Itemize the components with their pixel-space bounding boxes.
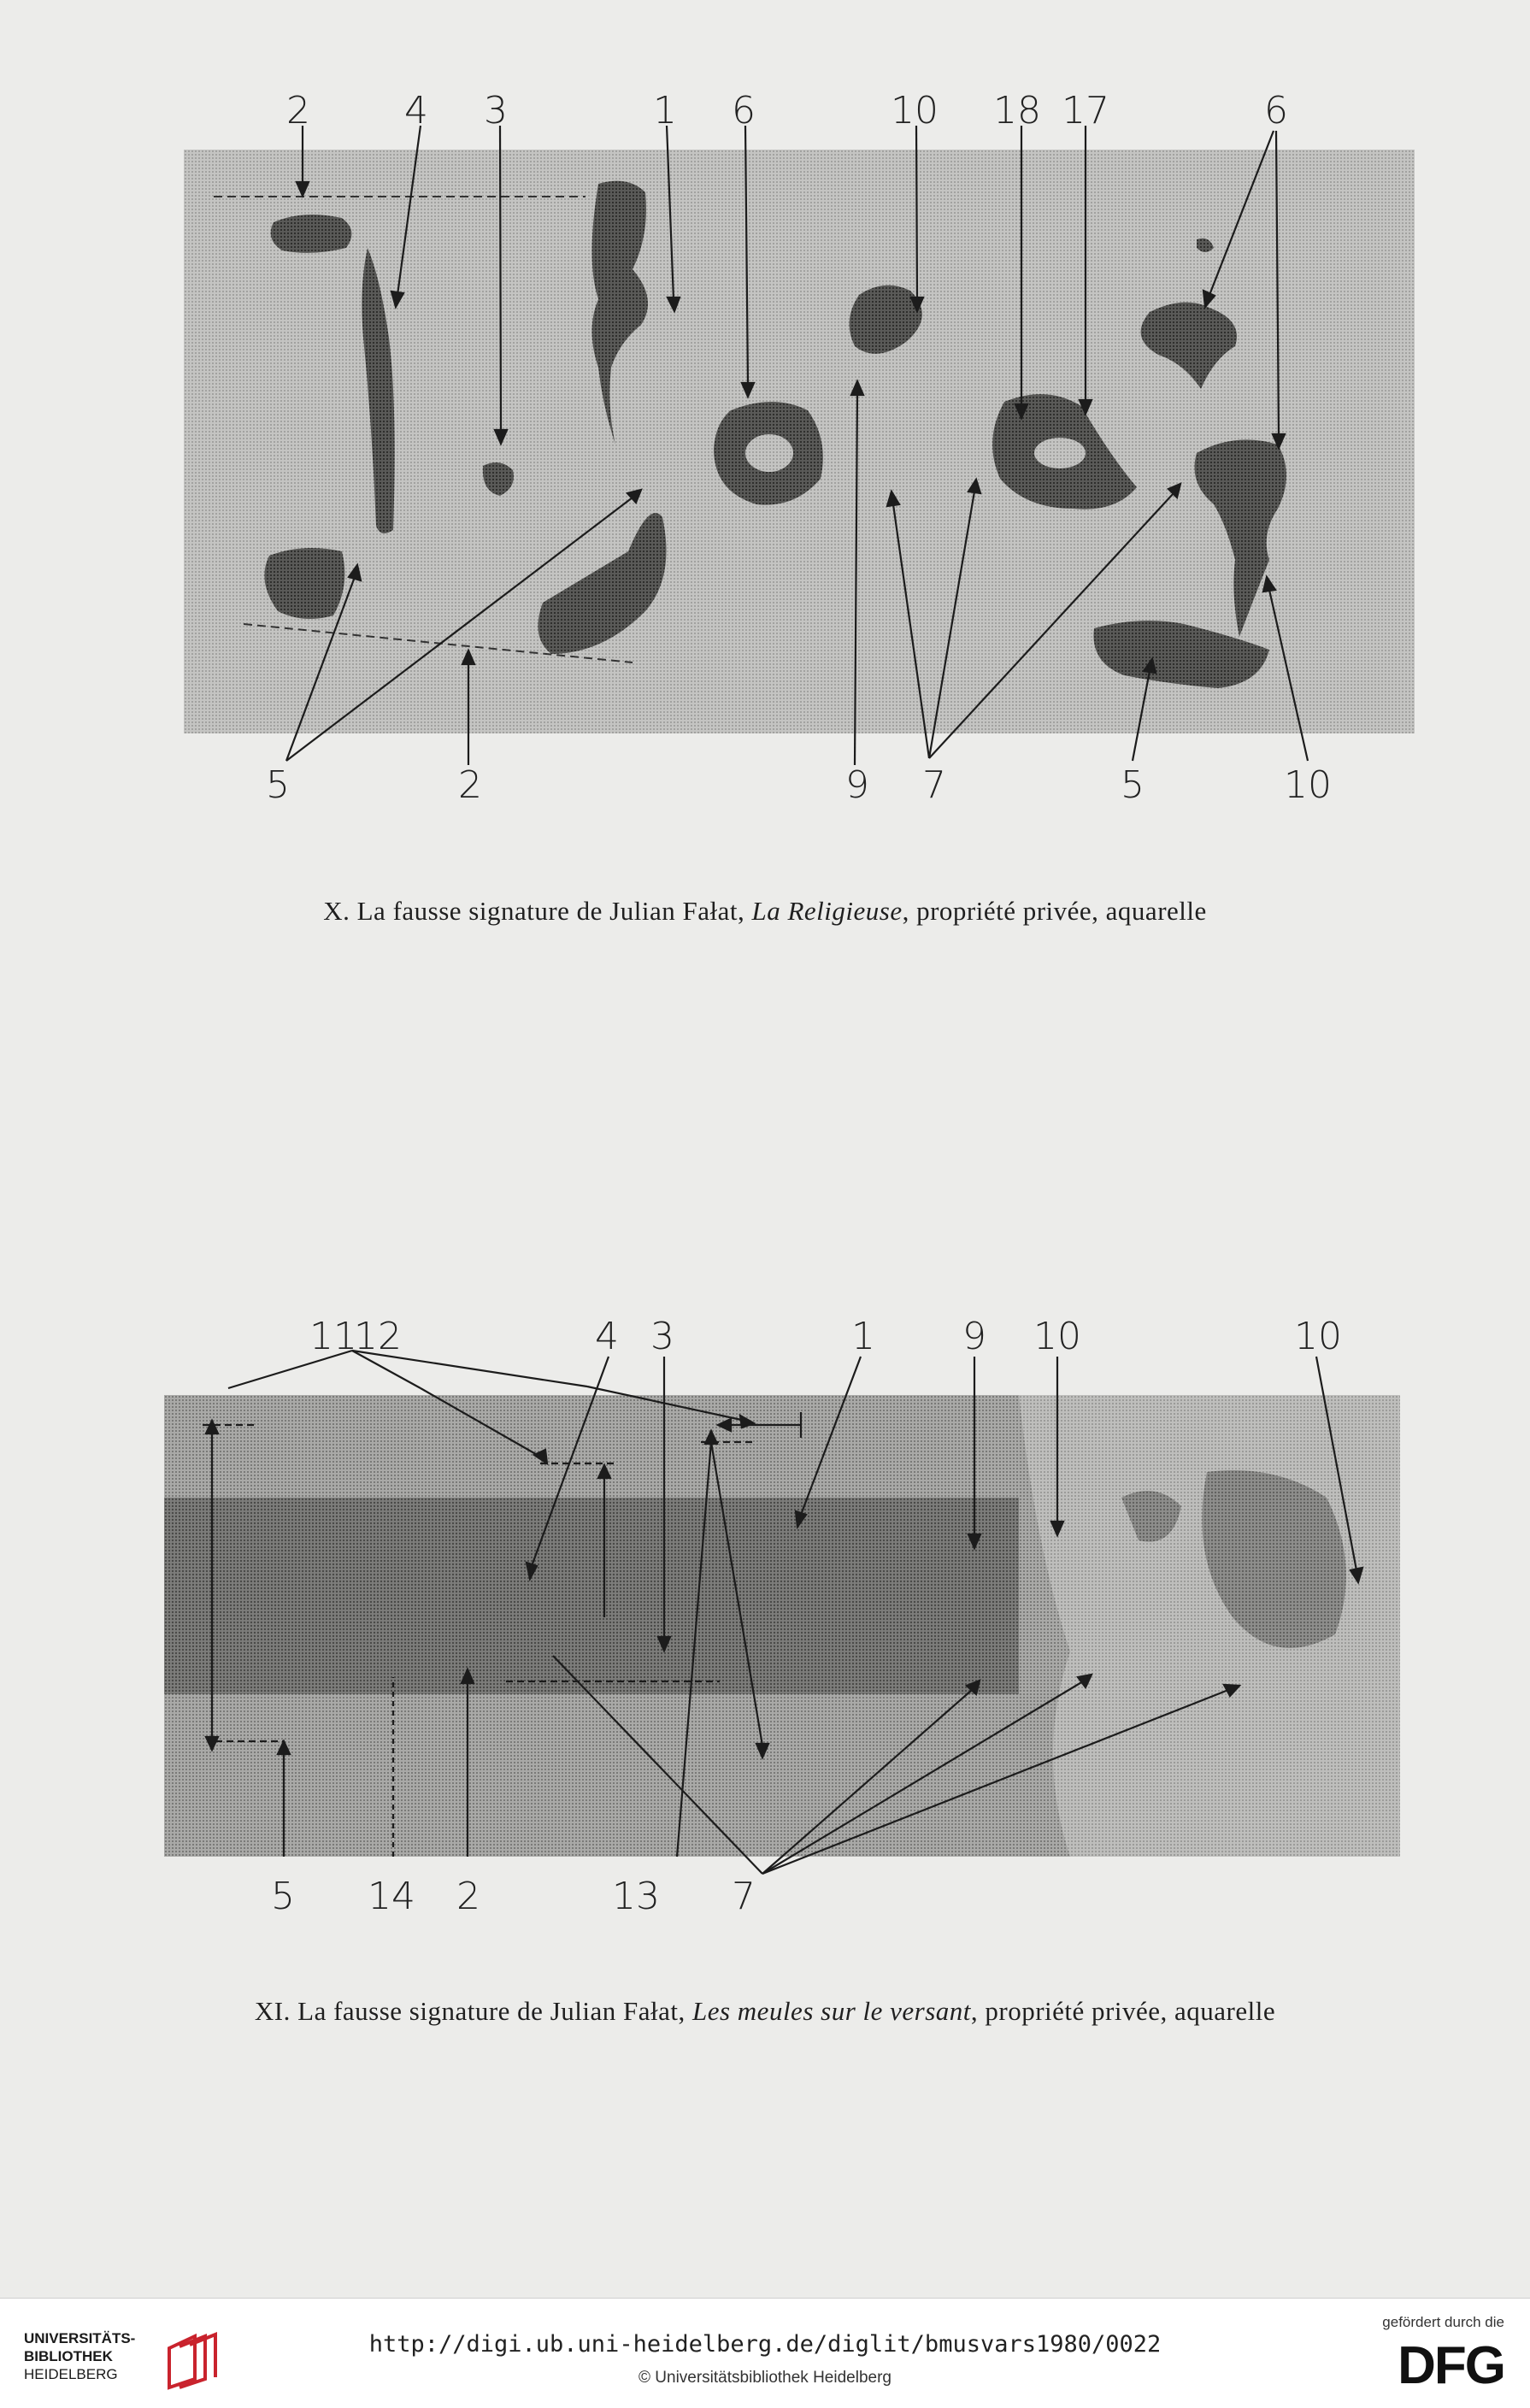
caption-xi-prefix: XI. La fausse signature de Julian Fałat, (254, 1996, 692, 2026)
label-17: 17 (1062, 89, 1109, 132)
label-10: 10 (891, 89, 939, 132)
permalink-url[interactable]: http://digi.ub.uni-heidelberg.de/diglit/bmusvars1980/0022 (368, 2331, 1162, 2358)
label-10b: 10 (1284, 763, 1332, 807)
label-7: 7 (922, 763, 946, 807)
dfg-logo: DFG (1398, 2336, 1504, 2395)
footer-bar (0, 2298, 1530, 2408)
label-13: 13 (612, 1875, 660, 1918)
figure-xi (164, 1315, 1400, 1918)
label-4: 4 (595, 1315, 619, 1358)
caption-x-prefix: X. La fausse signature de Julian Fałat, (323, 896, 752, 926)
figure-x (184, 89, 1415, 807)
library-name-line1: UNIVERSITÄTS- (24, 2330, 136, 2346)
label-1: 1 (653, 89, 677, 132)
caption-xi-title: Les meules sur le versant (691, 1996, 971, 2026)
label-3: 3 (650, 1315, 674, 1358)
caption-xi (0, 1996, 1530, 2027)
label-18: 18 (993, 89, 1041, 132)
funder-label: gefördert durch die (1382, 2314, 1504, 2330)
dfg-funder[interactable] (1359, 2314, 1504, 2399)
label-12: 12 (354, 1315, 402, 1358)
label-6: 6 (732, 89, 756, 132)
library-name-line3: HEIDELBERG (24, 2366, 118, 2382)
label-9: 9 (962, 1315, 986, 1358)
caption-xi-suffix: , propriété privée, aquarelle (970, 1996, 1276, 2026)
label-7: 7 (732, 1875, 756, 1918)
label-2: 2 (456, 1875, 480, 1918)
label-2: 2 (286, 89, 310, 132)
signature-photo-x (184, 150, 1415, 733)
caption-x-suffix: , propriété privée, aquarelle (902, 896, 1207, 926)
library-name-line2: BIBLIOTHEK (24, 2348, 113, 2364)
label-10: 10 (1033, 1315, 1081, 1358)
copyright-notice: © Universitätsbibliothek Heidelberg (638, 2369, 892, 2387)
label-6b: 6 (1264, 89, 1288, 132)
label-5: 5 (271, 1875, 295, 1918)
signature-photo-xi (164, 1395, 1400, 1857)
label-11: 11 (309, 1315, 357, 1358)
label-4: 4 (404, 89, 428, 132)
label-14: 14 (368, 1875, 415, 1918)
label-2b: 2 (458, 763, 482, 807)
label-10b: 10 (1294, 1315, 1342, 1358)
caption-x (0, 896, 1530, 927)
label-1: 1 (851, 1315, 875, 1358)
label-9: 9 (845, 763, 869, 807)
label-3: 3 (484, 89, 508, 132)
caption-x-title: La Religieuse (751, 896, 903, 926)
label-5: 5 (266, 763, 290, 807)
label-5b: 5 (1121, 763, 1145, 807)
